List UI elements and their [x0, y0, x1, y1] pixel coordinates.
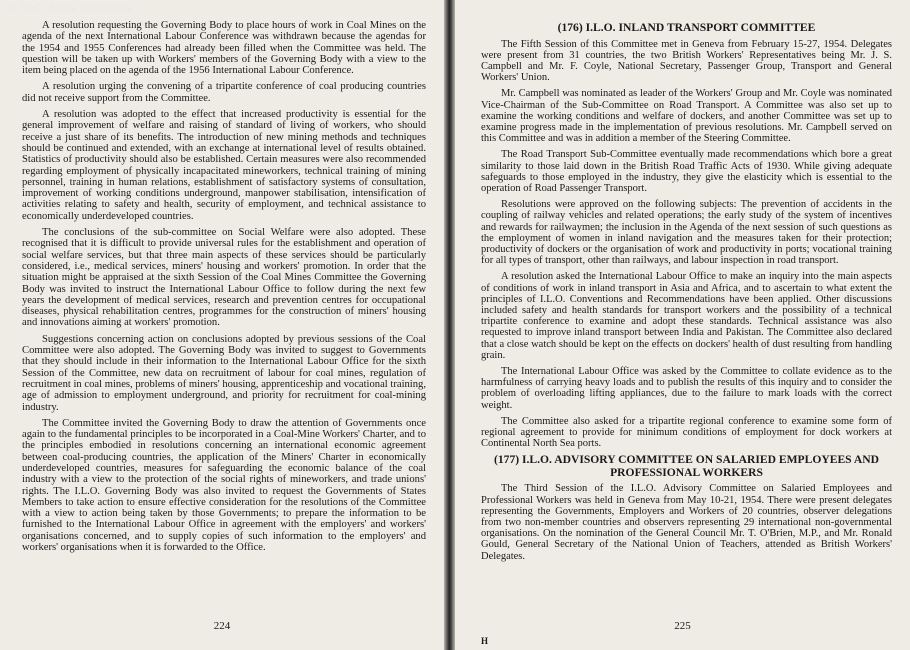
page-number: 224 [213, 620, 231, 632]
paragraph: A resolution was adopted to the effect that increased productivity is essential for the general improvement of welfare and raising of standard of living of workers, who should receive a just share of its benefits. The introduction of new mining methods and techniques should be continued and extended, with an exchange at international level of results obtained. Statistics of productivity should also be established. Certain measures were also recommended regarding employment of physically incapacitated mineworkers, technical training of mining personnel, training in human relations, establishment of satisfactory systems of consultation, improvement of working conditions underground, manpower stabilisation, intensification of activities relating to safety and health, security of employment, and technical assistance to economically underdeveloped countries. [22, 109, 426, 222]
paragraph: A resolution requesting the Governing Body to place hours of work in Coal Mines on the agenda of the next International Labour Conference was withdrawn because the agendas for the 1954 and 1955 Conferences had already been filled when the Committee was held. The question will be taken up with Workers' members of the Governing Body with a view to the item being placed on the agenda of the 1956 International Labour Conference. [22, 20, 426, 77]
right-page [455, 0, 910, 650]
paragraph: The conclusions of the sub-committee on Social Welfare were also adopted. These recognised that it is difficult to provide universal rules for the establishment and operation of social welfare services, but that three main aspects of these services should be particularly considered, i.e., medical services, miners' housing and workers' promotion. In order that the situation might be appraised at the sixth Session of the Coal Mines Committee the Governing Body was invited to instruct the International Labour Office to follow during the next few years the development of medical services, research and prevention centres for occupational diseases, physical rehabilitation centres, programmes for the construction of miners' housing and innovations aiming at workers' promotion. [22, 227, 426, 329]
paragraph: A resolution urging the convening of a tripartite conference of coal producing countries did not receive support from the Committee. [22, 81, 426, 104]
paragraph: The Road Transport Sub-Committee eventually made recommendations which bore a great similarity to those laid down in the British Road Traffic Acts of 1930. While giving adequate safeguards to those employed in the industry, they give the elasticity which is essential to the operation of Road Passenger Transport. [481, 149, 892, 194]
page-number: 225 [674, 620, 691, 632]
paragraph: The International Labour Office was asked by the Committee to collate evidence as to the harmfulness of carrying heavy loads and to publish the results of this inquiry and to consider the problem of overloading lifting appliances, due to the failure to mark loads with the correct weight. [481, 365, 892, 411]
signature-mark: H [481, 636, 489, 646]
left-page [0, 0, 444, 650]
section-heading-177: (177) I.L.O. ADVISORY COMMITTEE ON SALARIED EMPLOYEES AND PROFESSIONAL WORKERS [493, 453, 880, 479]
paragraph: Suggestions concerning action on conclusions adopted by previous sessions of the Coal Committee were also adopted. The Governing Body was invited to suggest to Governments that they should include in their information to the International Labour Office for the sixth Session of the Committee, new data on recruitment of labour for coal mines, regulation of recruitment in coal mines, problems of miners' housing, apprenticeship and vocational training, age of admission to employment underground, and priority for recruitment for coal-mining industry. [22, 333, 426, 413]
watermark: (c) TUC Library Collections [4, 3, 132, 14]
paragraph: Resolutions were approved on the following subjects: The prevention of accidents in the coupling of railway vehicles and related operations; the early study of the system of incentives and rewards for railwaymen; the inclusion in the Agenda of the next session of such questions as the employment of women in inland navigation and the measures taken for their protection; productivity of dockers or the organisation of work and productivity in ports; vocational training for all types of transport, other than railways, and labour inspection in road transport. [481, 199, 892, 267]
paragraph: Mr. Campbell was nominated as leader of the Workers' Group and Mr. Coyle was nominated Vice-Chairman of the Sub-Committee on Road Transport. A Committee was also set up to examine the working conditions and welfare of dockers, and another Committee was set up to examine progress made in the implementation of previous resolutions. Mr. Campbell served on this Committee and was in addition a member of the Steering Committee. [481, 88, 892, 145]
paragraph: A resolution asked the International Labour Office to make an inquiry into the main aspects of conditions of work in inland transport in Asia and Africa, and to ascertain to what extent the principles of I.L.O. Conventions and Recommendations have been applied. Other discussions included safety and health standards for transport workers and the possibility of a technical tripartite conference to examine and adopt these standards. Technical assistance was also requested to improve inland transport between India and Pakistan. The Committee also declared that a close watch should be kept on the effects on dockers' health of dust resulting from handling grain. [481, 271, 892, 361]
paragraph: The Third Session of the I.L.O. Advisory Committee on Salaried Employees and Professional Workers was held in Geneva from May 10-21, 1954. There were present delegates representing the Governments, Employers and Workers of 20 countries, observer delegations from two non-member countries and observers representing 29 international non-governmental organisations. On the nomination of the General Council Mr. T. O'Brien, M.P., and Mr. Ronald Gould, General Secretary of the National Union of Teachers, attended as British Workers' Delegates. [481, 483, 892, 562]
section-heading-176: (176) I.L.O. INLAND TRANSPORT COMMITTEE [557, 21, 816, 34]
book-gutter [444, 0, 455, 650]
paragraph: The Committee invited the Governing Body to draw the attention of Governments once again to the fundamental principles to be incorporated in a Coal-Mine Workers' Charter, and to the principles embodied in resolutions concerning an international economic agreement between coal-producing countries, the application of the Miners' Charter in economically underdeveloped countries, measures for safeguarding the economic balance of the coal industry with a view to the protection of the social rights of mineworkers, and trade unions' rights. The I.L.O. Governing Body was also invited to request the Governments of States Members to take action to ensure effective consideration for the resolutions of the Committee with a view to action being taken by those Governments; to prepare the information to be furnished to the International Labour Office in agreement with the employers' and workers' organisations concerned, and to supply copies of such information to the employers' and workers' organisations when it is forwarded to the Office. [22, 417, 426, 554]
paragraph: The Fifth Session of this Committee met in Geneva from February 15-27, 1954. Delegates were present from 31 countries, the two British Workers' Representatives being Mr. J. S. Campbell and Mr. F. Coyle, National Secretary, Passenger Group, Transport and General Workers' Union. [481, 38, 892, 84]
paragraph: The Committee also asked for a tripartite regional conference to examine some form of regional agreement to provide for minimum conditions of employment for dock workers at Continental North Sea ports. [481, 415, 892, 450]
